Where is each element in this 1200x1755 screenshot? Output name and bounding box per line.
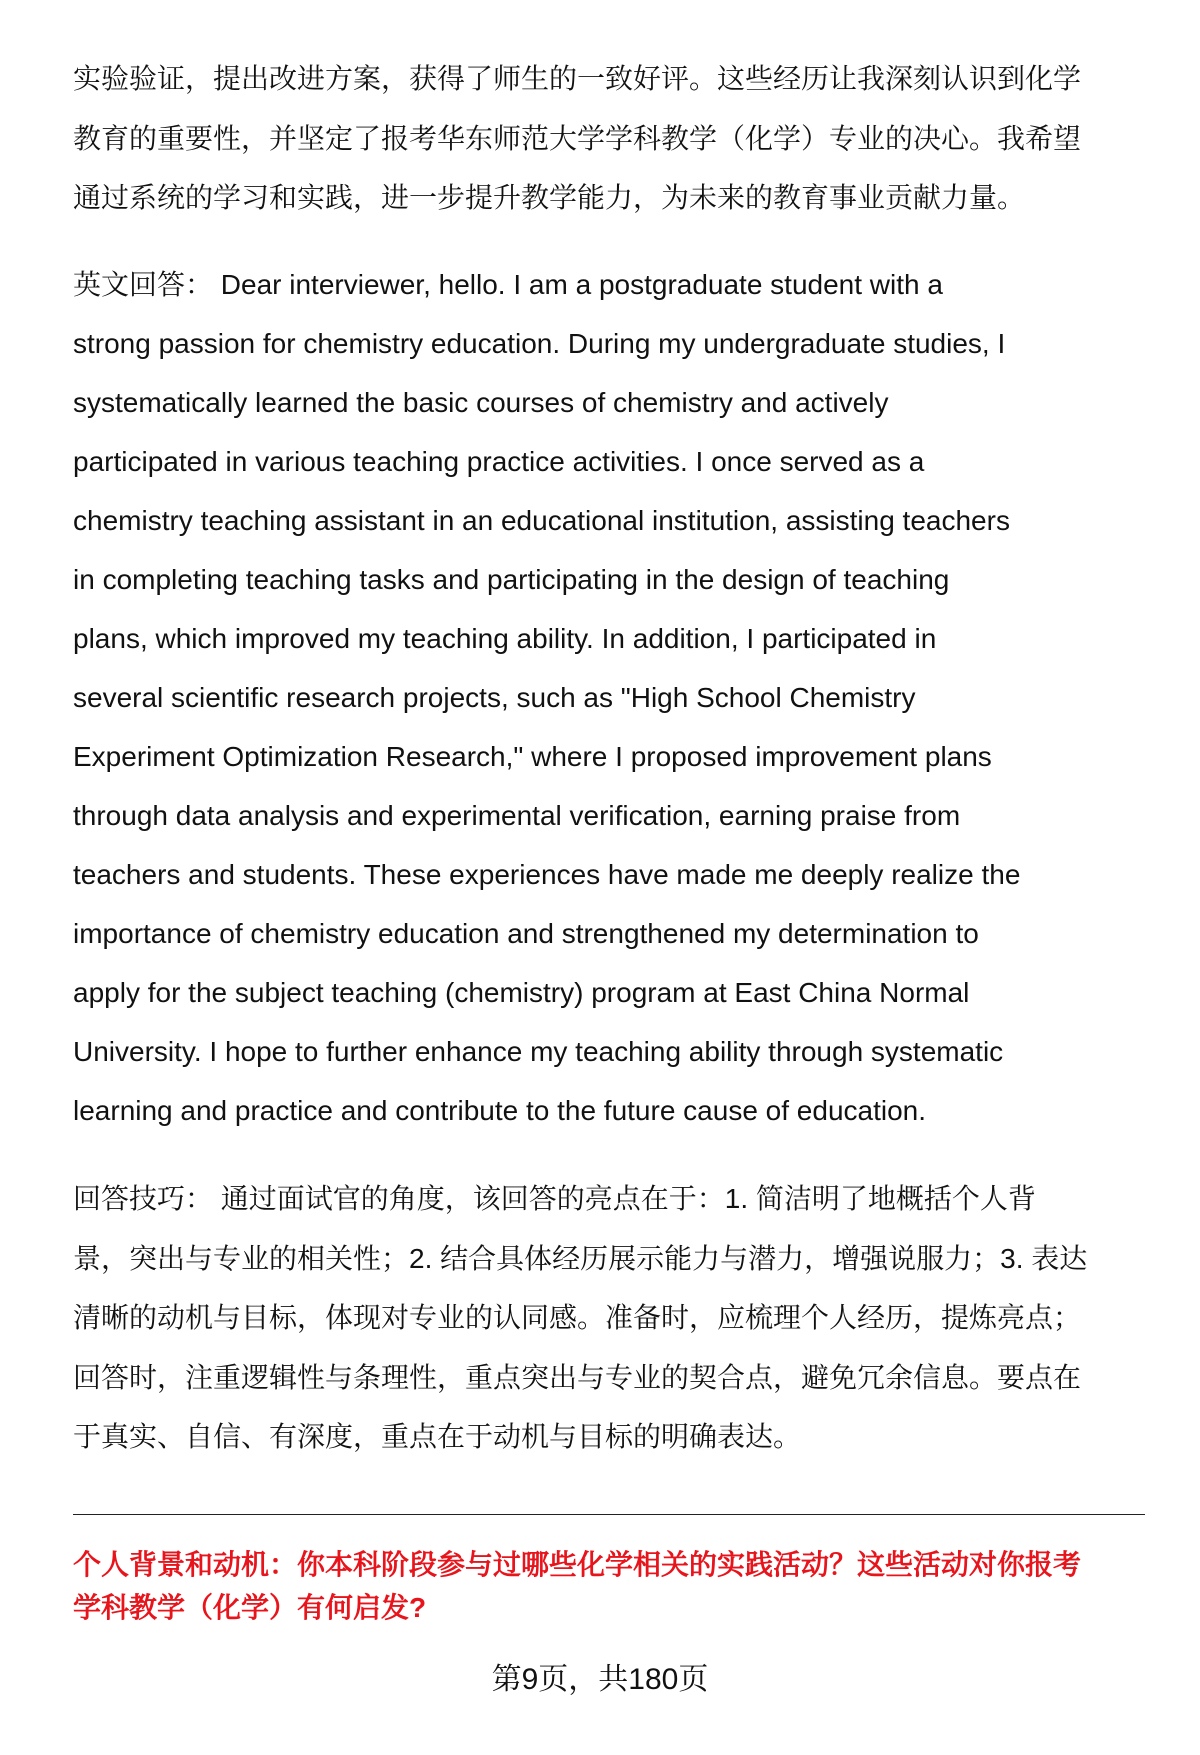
text-line: 景，突出与专业的相关性；2. 结合具体经历展示能力与潜力，增强说服力；3. 表达 — [73, 1242, 1088, 1274]
text-line: several scientific research projects, such as "High School Chemistry — [73, 682, 916, 713]
text-line: through data analysis and experimental verification, earning praise from — [73, 800, 961, 831]
text-line: learning and practice and contribute to the future cause of education. — [73, 1095, 927, 1126]
page-number: 第9页，共180页 — [491, 1663, 709, 1696]
text-line: 于真实、自信、有深度，重点在于动机与目标的明确表达。 — [73, 1421, 802, 1452]
text-line: 实验验证，提出改进方案，获得了师生的一致好评。这些经历让我深刻认识到化学 — [73, 63, 1082, 94]
text-line: chemistry teaching assistant in an educational institution, assisting teachers — [73, 505, 1010, 536]
question-line: 个人背景和动机：你本科阶段参与过哪些化学相关的实践活动？这些活动对你报考 — [73, 1549, 1082, 1580]
text-line: 通过系统的学习和实践，进一步提升教学能力，为未来的教育事业贡献力量。 — [73, 182, 1026, 213]
text-line: in completing teaching tasks and participating in the design of teaching — [73, 564, 950, 595]
text-line: University. I hope to further enhance my teaching ability through systematic — [73, 1036, 1004, 1067]
divider — [73, 1514, 1145, 1515]
text-line: 清晰的动机与目标，体现对专业的认同感。准备时，应梳理个人经历，提炼亮点； — [73, 1302, 1082, 1333]
text-line: Experiment Optimization Research," where I proposed improvement plans — [73, 741, 992, 772]
text-line: 教育的重要性，并坚定了报考华东师范大学学科教学（化学）专业的决心。我希望 — [73, 123, 1082, 154]
text-line: plans, which improved my teaching ability. In addition, I participated in — [73, 623, 937, 654]
text-line: teachers and students. These experiences have made me deeply realize the — [73, 859, 1021, 890]
text-line: 回答时，注重逻辑性与条理性，重点突出与专业的契合点，避免冗余信息。要点在 — [73, 1361, 1082, 1393]
text-line: systematically learned the basic courses of chemistry and actively — [73, 387, 889, 418]
text-line: 回答技巧： 通过面试官的角度，该回答的亮点在于：1. 简洁明了地概括个人背 — [73, 1183, 1036, 1214]
text-line: importance of chemistry education and strengthened my determination to — [73, 918, 979, 949]
text-line: 英文回答： Dear interviewer, hello. I am a postgraduate student with a — [73, 269, 943, 300]
text-line: apply for the subject teaching (chemistry) program at East China Normal — [73, 977, 970, 1008]
text-line: strong passion for chemistry education. During my undergraduate studies, I — [73, 328, 1006, 359]
text-line: participated in various teaching practice activities. I once served as a — [73, 446, 925, 477]
question-line: 学科教学（化学）有何启发? — [73, 1592, 427, 1623]
